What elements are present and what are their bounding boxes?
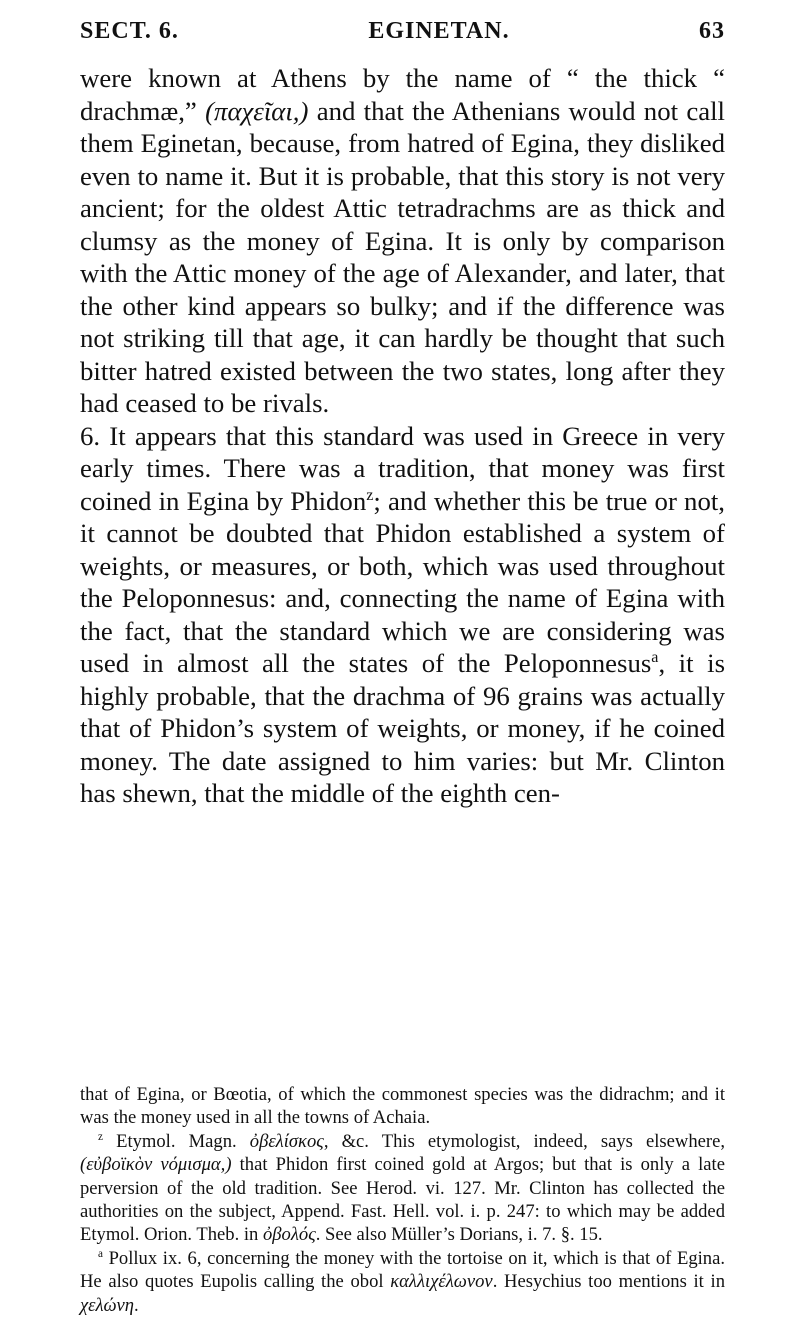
section-label: SECT. 6.: [80, 18, 179, 44]
greek-term: (παχεῖαι,): [205, 95, 309, 126]
greek-term: χελώνη: [80, 1294, 135, 1316]
footnote-z-text-c: that Phidon first coined gold at Argos; but that is only a late perversion of the old tradition. See Herod. vi. 127. Mr. Clinton has collected the authorities on the subject, Append. Fast. Hell. vol. i. p. 247: to which may be added Etymol. Orion. Theb. in: [80, 1154, 725, 1246]
footnote-z-text-d: . See also Müller’s Dorians, i. 7. §. 15.: [315, 1224, 603, 1246]
page-number: 63: [698, 18, 725, 44]
footnote-marker-a: a: [98, 1247, 103, 1260]
paragraph-1-text-b: and that the Athenians would not call them Eginetan, because, from hatred of Egina, they disliked even to name it. But it is probable, that this story is not very ancient; for the oldest Attic tetradrachms are as thick and clumsy as the money of Egina. It is only by comparison with the Attic money of the age of Alexander, and later, that the other kind appears so bulky; and if the difference was not striking till that age, it can hardly be thought that such bitter hatred existed between the two states, long after they had ceased to be rivals.: [80, 95, 725, 418]
paragraph-2-text-a: 6. It appears that this standard was used in Greece in very early times. There was a tradition, that money was first coined in Egina by Phidon: [80, 420, 725, 516]
paragraph-2: [80, 420, 725, 810]
greek-term: (εὐβοϊκὸν νόμισμα,): [80, 1154, 232, 1176]
footnotes: [80, 1083, 725, 1317]
greek-term: καλλιχέλωνον: [390, 1271, 493, 1293]
footnote-a-text-c: .: [134, 1294, 139, 1316]
paragraph-1-text-a: were known at Athens by the name of “ the thick “ drachmæ,”: [80, 63, 725, 126]
footnote-a: [80, 1247, 725, 1317]
greek-term: ὀβελίσκος: [249, 1130, 324, 1152]
paragraph-2-text-b: ; and whether this be true or not, it cannot be doubted that Phidon established a system of weights, or measures, or both, which was used throughout the Peloponnesus: and, connecting the name of Egina with the fact, that the standard which we are considering was used in almost all the states of the Peloponnesus: [80, 485, 725, 678]
footnote-z-text-a: Etymol. Magn.: [102, 1130, 250, 1152]
footnote-z: [80, 1130, 725, 1247]
paragraph-2-text-c: , it is highly probable, that the drachma of 96 grains was actually that of Phidon’s system of weights, or money, if he coined money. The date assigned to him varies: but Mr. Clinton has shewn, that the middle of the eighth cen-: [80, 648, 725, 808]
paragraph-1: [80, 62, 725, 420]
greek-term: ὀβολός: [263, 1224, 316, 1246]
main-text: [80, 62, 725, 810]
footnote-a-text-a: Pollux ix. 6, concerning the money with the tortoise on it, which is that of Egina. He also quotes Eupolis calling the obol: [80, 1247, 725, 1293]
running-head: [80, 18, 725, 45]
footnote-marker-z: z: [98, 1130, 103, 1143]
page-title: EGINETAN.: [368, 18, 510, 44]
footnote-a-text-b: . Hesychius too mentions it in: [492, 1271, 725, 1293]
footnote-ref-a: a: [651, 649, 659, 667]
footnote-z-text-b: , &c. This etymologist, indeed, says elsewhere,: [323, 1130, 725, 1152]
footnote-continuation: that of Egina, or Bœotia, of which the commonest species was the didrachm; and it was the money used in all the towns of Achaia.: [80, 1084, 725, 1129]
footnote-ref-z: z: [366, 486, 374, 504]
